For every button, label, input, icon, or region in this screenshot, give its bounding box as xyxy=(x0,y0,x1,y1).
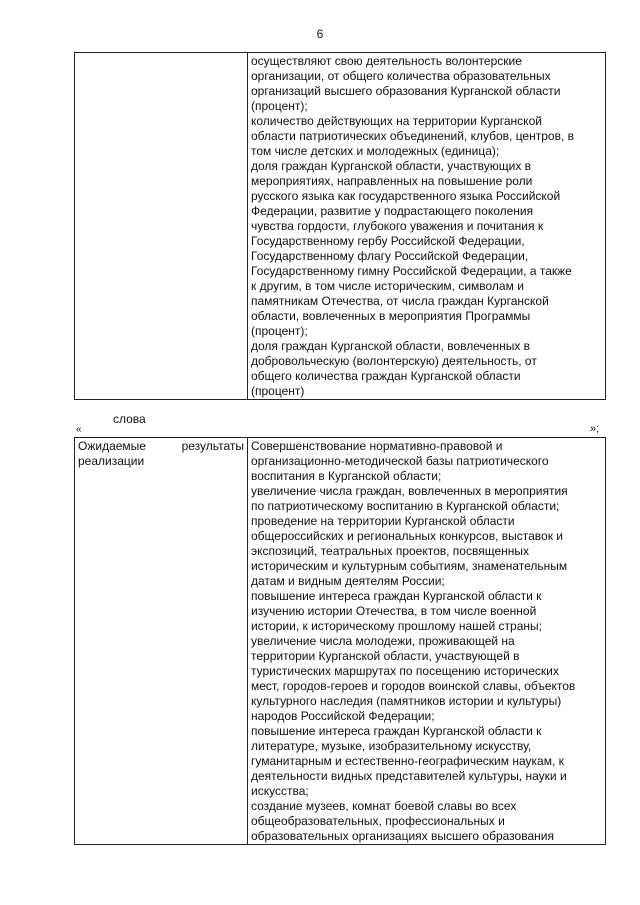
text-line: осуществляют свою деятельность волонтерские xyxy=(251,54,522,68)
text-line: общероссийских и региональных конкурсов, выставок и xyxy=(251,529,563,543)
text-line: деятельности видных представителей культуры, науки и xyxy=(251,769,567,783)
text-line: экспозиций, театральных проектов, посвященных xyxy=(251,544,530,558)
text-line: повышение интереса граждан Курганской области к xyxy=(251,724,542,738)
text-line: количество действующих на территории Курганской xyxy=(251,114,542,128)
text-line: Государственному гербу Российской Федерации, xyxy=(251,234,525,248)
text-line: организации, от общего количества образовательных xyxy=(251,69,551,83)
top-text-block xyxy=(251,54,602,399)
text-line: русского языка как государственного языка Российской xyxy=(251,189,561,203)
text-line: народов Российской Федерации; xyxy=(251,709,435,723)
text-line: общеобразовательных, профессиональных и xyxy=(251,814,505,828)
text-line: том числе детских и молодежных (единица); xyxy=(251,144,500,158)
text-line: (процент) xyxy=(251,384,305,398)
text-line: области, вовлеченных в мероприятия Программы xyxy=(251,309,531,323)
label-second-line xyxy=(78,454,244,469)
text-line: проведение на территории Курганской области xyxy=(251,514,515,528)
text-line: истории, к историческому прошлому нашей страны; xyxy=(251,619,542,633)
text-line: добровольческую (волонтерскую) деятельность, от xyxy=(251,354,537,368)
text-line: историческим и культурным событиям, знаменательным xyxy=(251,559,568,573)
text-line: по патриотическому воспитанию в Курганской области; xyxy=(251,499,560,513)
text-line: доля граждан Курганской области, вовлеченных в xyxy=(251,339,531,353)
text-line: воспитания в Курганской области; xyxy=(251,469,442,483)
text-line: повышение интереса граждан Курганской области к xyxy=(251,589,542,603)
text-line: мероприятиях, направленных на повышение роли xyxy=(251,174,533,188)
text-line: (процент); xyxy=(251,324,308,338)
text-line: туристических маршрутах по посещению исторических xyxy=(251,664,559,678)
text-line: датам и видным деятелям России; xyxy=(251,574,445,588)
text-line: к другим, в том числе историческим, символам и xyxy=(251,279,524,293)
text-line: мест, городов-героев и городов воинской славы, объектов xyxy=(251,679,576,693)
text-line: общего количества граждан Курганской области xyxy=(251,369,521,383)
text-line: образовательных организациях высшего образования xyxy=(251,829,554,843)
label-word: результаты xyxy=(181,439,244,453)
table-row xyxy=(75,53,606,400)
opening-quote: « xyxy=(76,424,82,435)
text-line: культурного наследия (памятников истории и культуры) xyxy=(251,694,562,708)
results-cell xyxy=(248,438,606,845)
label-word: реализации xyxy=(78,454,145,468)
slova-word: слова xyxy=(113,412,146,426)
right-cell xyxy=(248,53,606,400)
text-line: (процент); xyxy=(251,99,308,113)
results-text-block xyxy=(251,439,602,844)
page-number: 6 xyxy=(316,27,324,41)
text-line: гуманитарным и естественно-географическим наукам, к xyxy=(251,754,564,768)
text-line: памятникам Отечества, от числа граждан Курганской xyxy=(251,294,549,308)
text-line: чувства гордости, глубокого уважения и почитания к xyxy=(251,219,544,233)
label-cell xyxy=(75,438,248,845)
text-line: Государственному флагу Российской Федерации, xyxy=(251,249,529,263)
text-line: литературе, музыке, изобразительному искусству, xyxy=(251,739,532,753)
text-line: Государственному гимну Российской Федерации, а также xyxy=(251,264,572,278)
closing-quote: »; xyxy=(590,423,600,435)
text-line: создание музеев, комнат боевой славы во всех xyxy=(251,799,517,813)
top-table xyxy=(74,52,606,400)
text-line: искусства; xyxy=(251,784,309,798)
left-cell xyxy=(75,53,248,400)
label-word: Ожидаемые xyxy=(78,439,146,453)
label-first-line xyxy=(78,439,244,454)
text-line: организаций высшего образования Курганской области xyxy=(251,84,561,98)
text-line: территории Курганской области, участвующей в xyxy=(251,649,520,663)
text-line: увеличение числа граждан, вовлеченных в мероприятия xyxy=(251,484,568,498)
text-line: области патриотических объединений, клубов, центров, в xyxy=(251,129,574,143)
text-line: изучению истории Отечества, в том числе военной xyxy=(251,604,537,618)
table-row xyxy=(75,438,606,845)
bottom-table xyxy=(74,437,606,845)
text-line: увеличение числа молодежи, проживающей на xyxy=(251,634,515,648)
text-line: организационно-методической базы патриотического xyxy=(251,454,549,468)
text-line: доля граждан Курганской области, участвующих в xyxy=(251,159,532,173)
text-line: Федерации, развитие у подрастающего поколения xyxy=(251,204,534,218)
text-line: Совершенствование нормативно-правовой и xyxy=(251,439,503,453)
